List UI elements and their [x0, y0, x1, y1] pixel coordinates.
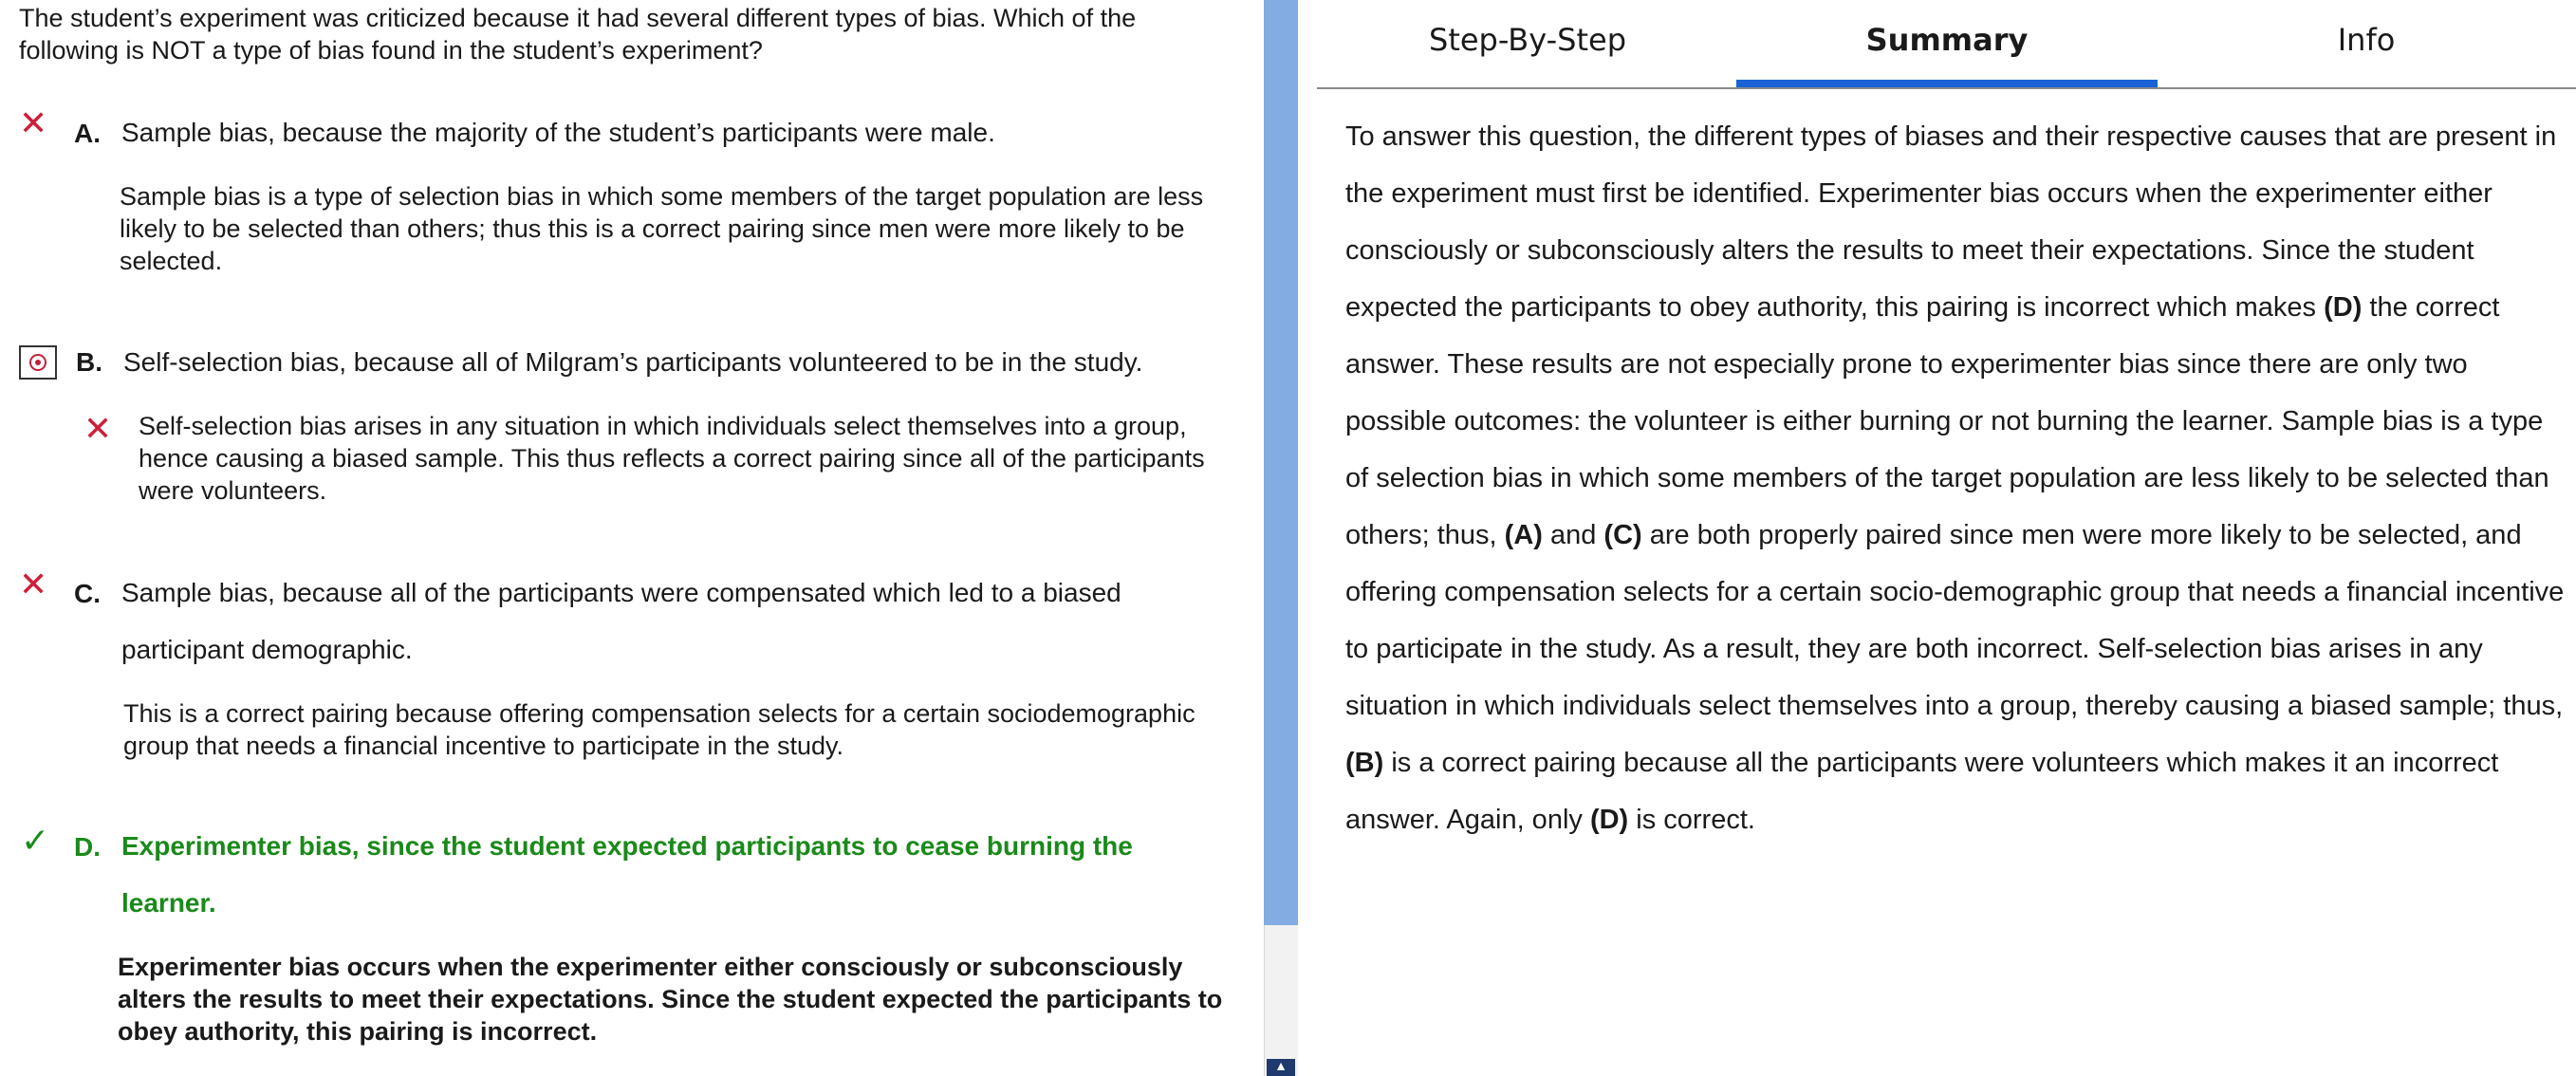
scroll-up-arrow-icon[interactable]: ▲	[1274, 1058, 1288, 1073]
active-tab-indicator	[1736, 80, 2158, 87]
summary-text	[1345, 108, 2569, 848]
x-icon: ✕	[83, 409, 113, 448]
summary-answer-ref: (A)	[1504, 520, 1543, 550]
option-d-explanation: Experimenter bias occurs when the experimenter either consciously or subconsciously alters the results to meet their expectations. Since the student expected the participants to obey authority, this pairing is incorrect.	[118, 953, 1223, 1046]
summary-segment: is a correct pairing because all the participants were volunteers which makes it an incorrect answer. Again, only	[1345, 748, 2499, 835]
question-panel	[0, 0, 1264, 1076]
option-c-text[interactable]: Sample bias, because all of the participants were compensated which led to a biased participant demographic.	[121, 578, 1121, 664]
option-c-explanation: This is a correct pairing because offering compensation selects for a certain sociodemographic group that needs a financial incentive to participate in the study.	[123, 699, 1195, 760]
tab-summary[interactable]: Summary	[1865, 22, 2029, 58]
summary-answer-ref: (D)	[2324, 292, 2363, 323]
panel-divider	[1298, 0, 1317, 1076]
option-d-letter: D.	[74, 832, 101, 862]
tab-info[interactable]: Info	[2337, 22, 2396, 58]
option-c-letter: C.	[74, 579, 101, 608]
summary-segment: To answer this question, the different types of biases and their respective causes that are present in the experiment must first be identified. Experimenter bias occurs when the experimenter either consciously or subconsciously alters the results to meet their expectations. Since the student expected the participants to obey authority, this pairing is incorrect which makes	[1345, 121, 2557, 323]
option-b-text[interactable]: Self-selection bias, because all of Milgram’s participants volunteered to be in the study.	[123, 347, 1143, 377]
summary-segment: are both properly paired since men were more likely to be selected, and offering compensation selects for a certain socio-demographic group that needs a financial incentive to participate in the study. As a result, they are both incorrect. Self-selection bias arises in any situation in which individuals select themselves into a group, thereby causing a biased sample; thus,	[1345, 520, 2565, 721]
x-icon: ✕	[19, 565, 48, 603]
checkmark-icon: ✓	[21, 821, 50, 860]
summary-answer-ref: (D)	[1589, 805, 1629, 835]
option-b-letter: B.	[76, 347, 102, 377]
option-d-text[interactable]: Experimenter bias, since the student expected participants to cease burning the learner.	[121, 831, 1133, 918]
option-a-letter: A.	[74, 119, 101, 148]
x-icon: ✕	[19, 103, 48, 142]
summary-answer-ref: (C)	[1603, 520, 1642, 550]
option-b-explanation: Self-selection bias arises in any situation in which individuals select themselves into a group, hence causing a biased sample. This thus reflects a correct pairing since all of the participants were volunteers.	[139, 412, 1205, 505]
scrollbar-lower-track[interactable]	[1264, 925, 1298, 1076]
scrollbar-thumb[interactable]	[1264, 0, 1298, 925]
option-a-text[interactable]: Sample bias, because the majority of the student’s participants were male.	[121, 118, 995, 147]
summary-segment: is correct.	[1628, 805, 1755, 835]
radio-selected-icon[interactable]	[19, 345, 57, 380]
summary-segment: the correct answer. These results are not especially prone to experimenter bias since there are only two possible outcomes: the volunteer is either burning or not burning the learner. Sample bias is a type of selection bias in which some members of the target population are less likely to be selected than others; thus,	[1345, 292, 2549, 550]
tab-step-by-step[interactable]: Step-By-Step	[1429, 22, 1626, 58]
summary-answer-ref: (B)	[1345, 748, 1384, 778]
question-text: The student’s experiment was criticized because it had several different types of bias. Which of the following is NOT a type of bias found in the student’s experiment?	[19, 4, 1137, 65]
summary-segment: and	[1542, 520, 1604, 550]
option-a-explanation: Sample bias is a type of selection bias in which some members of the target population are less likely to be selected than others; thus this is a correct pairing since men were more likely to be selected.	[120, 182, 1204, 275]
tab-divider	[1317, 87, 2576, 89]
explanation-panel	[1317, 0, 2576, 1076]
